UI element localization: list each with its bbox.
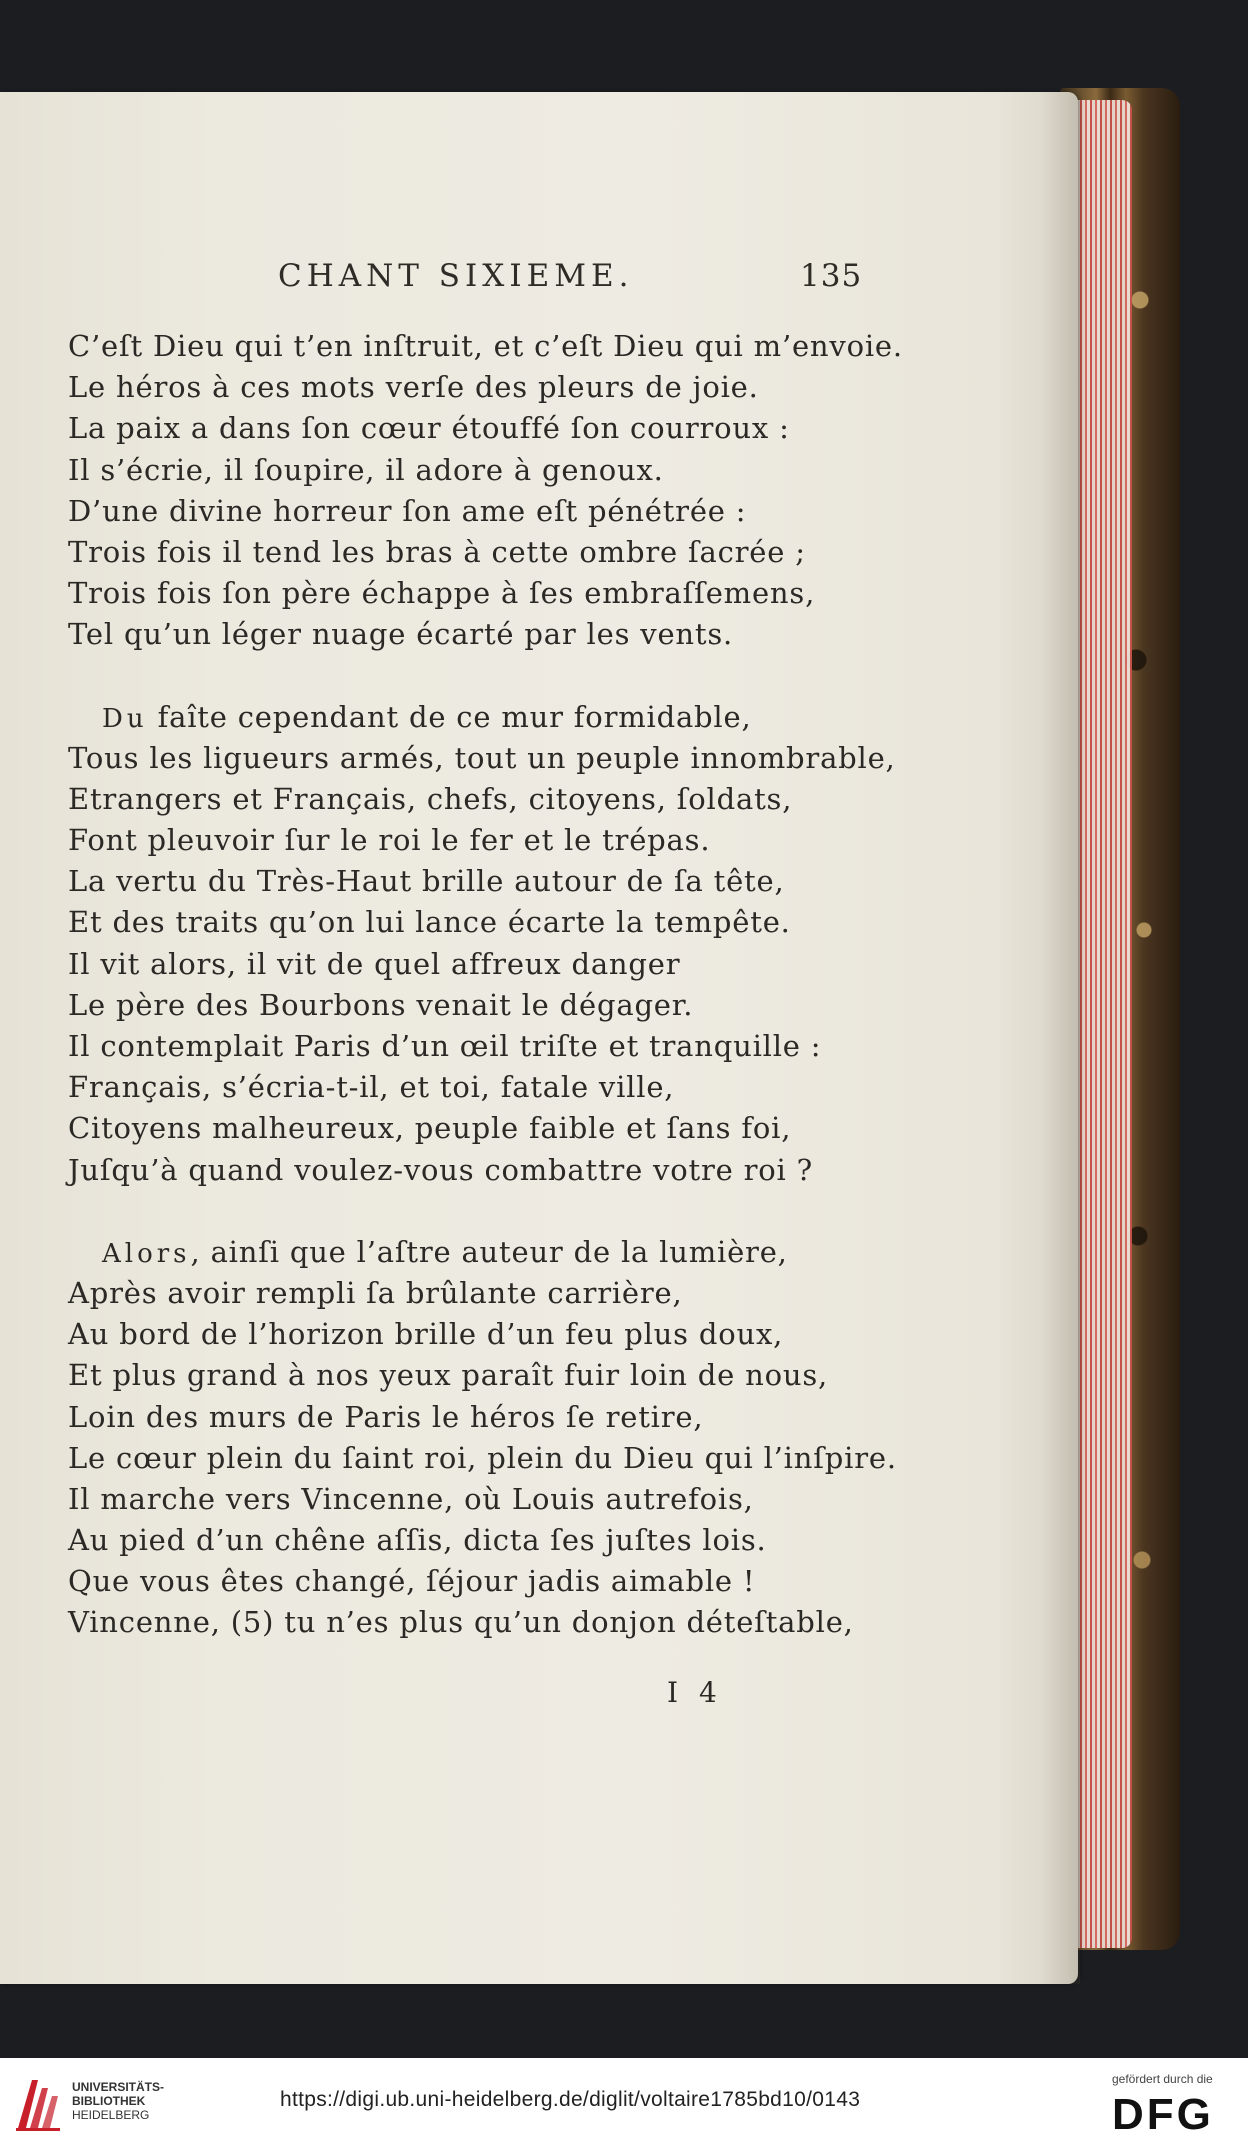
stanza-opening-word: Alors xyxy=(102,1238,191,1269)
library-name[interactable] xyxy=(72,2080,164,2122)
verse-line: Etrangers et Français, chefs, citoyens, ſoldats, xyxy=(68,781,793,816)
verse-line: Il marche vers Vincenne, où Louis autrefois, xyxy=(68,1481,754,1516)
verse-line: Vincenne, (5) tu n’es plus qu’un donjon déteſtable, xyxy=(68,1605,854,1640)
page-edges-red xyxy=(1072,100,1132,1948)
verse-line: D’une divine horreur ſon ame eſt pénétrée : xyxy=(68,493,747,528)
poem-text xyxy=(68,326,903,1685)
verse-line: Il contemplait Paris d’un œil triſte et tranquille : xyxy=(68,1029,822,1063)
verse-line-first xyxy=(68,1232,868,1273)
verse-line: Citoyens malheureux, peuple faible et ſans foi, xyxy=(68,1111,792,1146)
verse-line: Français, s’écria-t-il, et toi, fatale ville, xyxy=(68,1070,675,1105)
verse-line: Il s’écrie, il ſoupire, il adore à genoux. xyxy=(68,452,664,487)
verse-line: Et des traits qu’on lui lance écarte la tempête. xyxy=(68,905,791,940)
first-line-rest: faîte cependant de ce mur formidable, xyxy=(147,699,752,734)
stanza-2 xyxy=(68,697,896,1191)
page-number: 135 xyxy=(800,258,863,294)
dfg-logo-icon: DFG xyxy=(1112,2090,1214,2139)
viewer-footer xyxy=(0,2058,1248,2149)
verse-line: Le cœur plein du ſaint roi, plein du Dieu qui l’inſpire. xyxy=(68,1440,897,1475)
verse-line: Et plus grand à nos yeux paraît fuir loin de nous, xyxy=(68,1358,829,1393)
stanza-3 xyxy=(68,1232,897,1644)
library-name-line-3: HEIDELBERG xyxy=(72,2108,150,2122)
verse-line: Il vit alors, il vit de quel affreux danger xyxy=(68,946,681,981)
signature-mark: I 4 xyxy=(667,1676,723,1709)
university-library-logo-icon xyxy=(12,2074,64,2134)
library-name-line-2: BIBLIOTHEK xyxy=(72,2094,146,2108)
permalink-url[interactable]: https://digi.ub.uni-heidelberg.de/diglit/voltaire1785bd10/0143 xyxy=(280,2088,861,2111)
verse-line: Trois fois ſon père échappe à ſes embraſſemens, xyxy=(68,576,816,611)
verse-line: Tel qu’un léger nuage écarté par les vents. xyxy=(68,617,734,652)
stanza-opening-word: Du xyxy=(102,703,148,734)
verse-line: Au bord de l’horizon brille d’un feu plus doux, xyxy=(68,1317,784,1352)
first-line-rest: , ainſi que l’aſtre auteur de la lumière, xyxy=(190,1234,788,1269)
verse-line: Après avoir rempli ſa brûlante carrière, xyxy=(68,1275,683,1310)
verse-line-first xyxy=(68,697,868,738)
verse-line: Le père des Bourbons venait le dégager. xyxy=(68,987,694,1022)
page-header xyxy=(0,258,1078,298)
verse-line: Juſqu’à quand voulez-vous combattre votre roi ? xyxy=(68,1152,813,1187)
verse-line: La paix a dans ſon cœur étouffé ſon courroux : xyxy=(68,411,790,446)
running-title: CHANT SIXIEME. xyxy=(278,258,634,294)
verse-line: C’eſt Dieu qui t’en inſtruit, et c’eſt Dieu qui m’envoie. xyxy=(68,329,903,363)
funding-caption: gefördert durch die xyxy=(1112,2072,1213,2086)
verse-line: Tous les ligueurs armés, tout un peuple innombrable, xyxy=(68,740,896,775)
page-gutter-shadow xyxy=(1040,92,1080,1984)
library-name-line-1: UNIVERSITÄTS- xyxy=(72,2080,165,2094)
verse-line: La vertu du Très-Haut brille autour de ſa tête, xyxy=(68,864,785,899)
verse-line: Font pleuvoir ſur le roi le fer et le trépas. xyxy=(68,823,711,858)
verse-line: Trois fois il tend les bras à cette ombre ſacrée ; xyxy=(68,534,806,569)
stanza-1 xyxy=(68,326,903,656)
verse-line: Au pied d’un chêne aſſis, dicta ſes juſtes lois. xyxy=(68,1523,767,1558)
verse-line: Que vous êtes changé, ſéjour jadis aimable ! xyxy=(68,1564,756,1599)
verse-line: Le héros à ces mots verſe des pleurs de joie. xyxy=(68,370,759,405)
verse-line: Loin des murs de Paris le héros ſe retire, xyxy=(68,1399,704,1434)
funder-block[interactable] xyxy=(1112,2072,1240,2142)
